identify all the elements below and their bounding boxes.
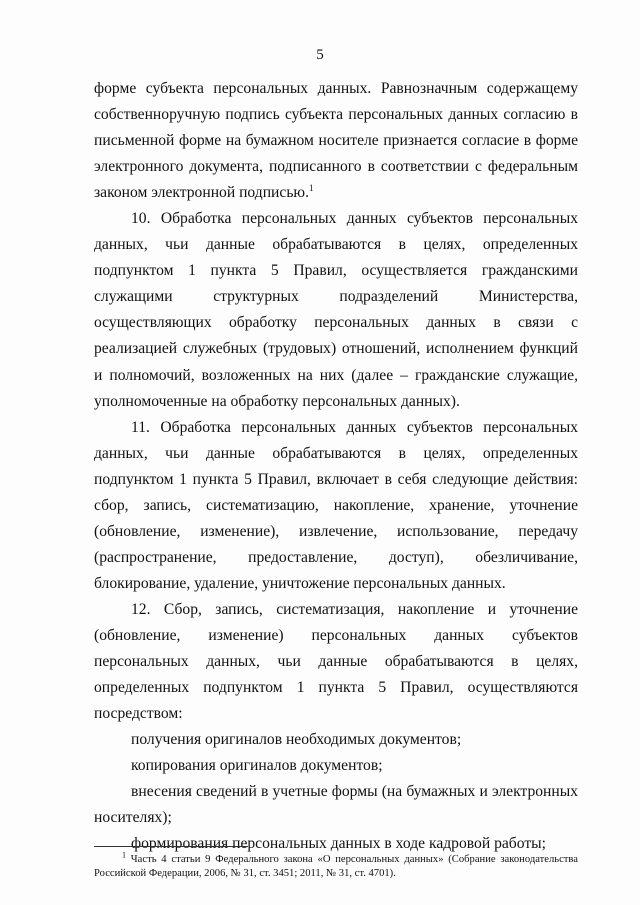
- footnote-text: Часть 4 статьи 9 Федерального закона «О персональных данных» (Собрание законодательства Российской Федерации, 2006, № 31, ст. 3451; 2011, № 31, ст. 4701).: [94, 854, 578, 879]
- list-item-obtaining-originals: получения оригиналов необходимых документов;: [131, 731, 462, 749]
- footnote-reference: 1: [309, 183, 314, 193]
- paragraph-12: 12. Сбор, запись, систематизация, накопление и уточнение (обновление, изменение) персональных данных субъектов персональных данных, чьи данные обрабатываются в целях, определенных подпунктом 1 пункта 5 Правил, осуществляются посредством:: [94, 600, 578, 723]
- paragraph-text: форме субъекта персональных данных. Равнозначным содержащему собственноручную подпись субъекта персональных данных согласию в письменной форме на бумажном носителе признается согласие в форме электронного документа, подписанного в соответствии с федеральным законом электронной подписью.: [94, 80, 578, 202]
- page-number: 5: [316, 47, 324, 63]
- footnote: [94, 850, 578, 881]
- document-body: [94, 76, 578, 860]
- paragraph-consent-continuation: [94, 76, 578, 206]
- paragraph-10: 10. Обработка персональных данных субъектов персональных данных, чьи данные обрабатываются в целях, определенных подпунктом 1 пункта 5 Правил, осуществляется гражданскими служащими структурных подразделений Министерства, осуществляющих обработку персональных данных в связи с реализацией служебных (трудовых) отношений, исполнением функций и полномочий, возложенных на них (далее – гражданские служащие, уполномоченные на обработку персональных данных).: [94, 210, 578, 410]
- footnote-mark: 1: [122, 850, 126, 860]
- paragraph-11: 11. Обработка персональных данных субъектов персональных данных, чьи данные обрабатываются в целях, определенных подпунктом 1 пункта 5 Правил, включает в себя следующие действия: сбор, запись, систематизацию, накопление, хранение, уточнение (обновление, изменение), извлечение, использование, передачу (распространение, предоставление, доступ), обезличивание, блокирование, удаление, уничтожение персональных данных.: [94, 418, 578, 592]
- footnote-separator: [94, 846, 248, 847]
- footnote-body: [94, 850, 578, 881]
- list-item-copying-originals: копирования оригиналов документов;: [131, 757, 383, 775]
- list-item-entering-records: внесения сведений в учетные формы (на бумажных и электронных носителях);: [94, 783, 578, 827]
- list-item-hr-work: формирования персональных данных в ходе кадровой работы;: [131, 835, 546, 853]
